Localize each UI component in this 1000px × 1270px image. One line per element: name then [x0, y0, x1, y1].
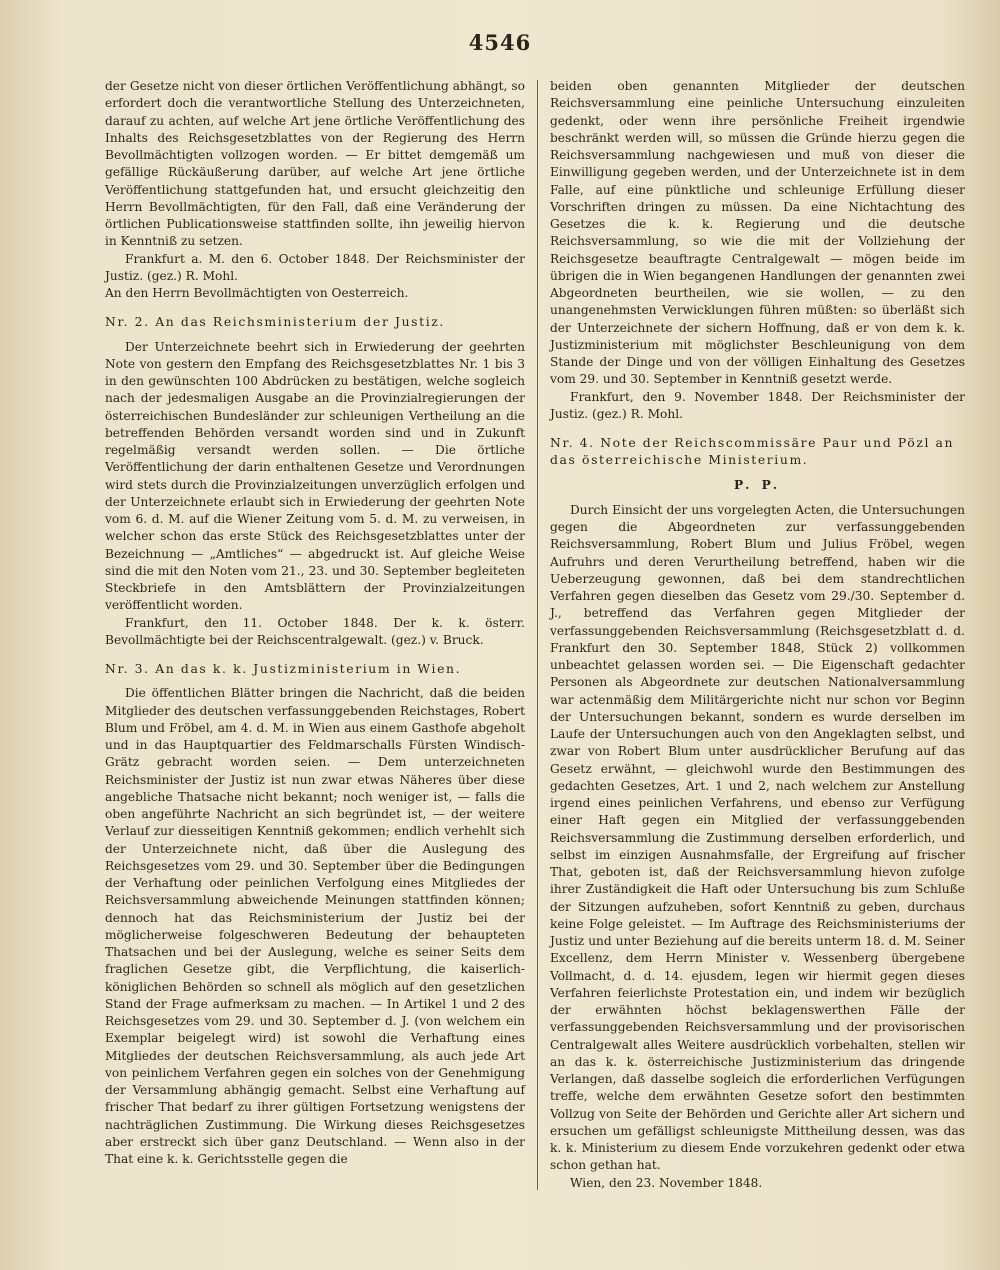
right-column — [550, 78, 965, 1192]
signature-line-nr2: Frankfurt, den 11. October 1848. Der k. k. österr. Bevollmächtigte bei der Reichscentralgewalt. (gez.) v. Bruck. — [105, 615, 525, 647]
paragraph-nr4: Durch Einsicht der uns vorgelegten Acten, die Untersuchungen gegen die Abgeordneten zur verfassunggebenden Reichsversammlung, Robert Blum und Julius Fröbel, wegen Aufruhrs und deren Verurtheilung betreffend, haben wir die Ueberzeugung gewonnen, daß bei dem standrechtlichen Verfahren gegen dieselben das Gesetz vom 29./30. September d. J., betreffend das Verfahren gegen Mitglieder der verfassunggebenden Reichsversammlung (Reichsgesetzblatt d. d. Frankfurt den 30. September 1848, Stück 2) vollkommen unbeachtet gelassen worden sei. — Die Eigenschaft gedachter Personen als Abgeordnete zur deutschen Nationalversammlung war actenmäßig dem Militärgerichte nicht nur schon vor Beginn der Untersuchungen bekannt, sondern es wurde derselben im Laufe der Untersuchungen auch von den Angeklagten selbst, und zwar von Robert Blum unter ausdrücklicher Berufung auf das Gesetz erwähnt, — gleichwohl wurde den Bestimmungen des gedachten Gesetzes, Art. 1 und 2, nach welchem zur Anstellung irgend eines peinlichen Verfahrens, und ebenso zur Verfügung einer Haft gegen ein Mitglied der verfassunggebenden Reichsversammlung die Zustimmung derselben erforderlich, und selbst im einzigen Ausnahmsfalle, der Ergreifung auf frischer That, geboten ist, daß der Reichsversammlung hievon zufolge ihrer Zuständigkeit die Haft oder Untersuchung bis zum Schluße der Sitzungen aufzuheben, sofort Kenntniß zu geben, durchaus keine Folge geleistet. — Im Auftrage des Reichsministeriums der Justiz und unter Beziehung auf die bereits unterm 18. d. M. Seiner Excellenz, dem Herrn Minister v. Wessenberg übergebene Vollmacht, d. d. 14. ejusdem, legen wir hiermit gegen dieses Verfahren feierlichste Protestation ein, und indem wir bezüglich der erwähnten höchst beklagenswerthen Fälle der verfassunggebenden Reichsversammlung und der provisorischen Centralgewalt alles Weitere ausdrücklich vorbehalten, stellen wir an das k. k. österreichische Justizministerium das dringende Verlangen, daß dasselbe sogleich die erforderlichen Verfügungen treffe, welche dem erwähnten Gesetze sofort den bestimmten Vollzug von Seite der Behörden und Gerichte aller Art sichern und ersuchen um gefälligst schleunigste Mittheilung dessen, was das k. k. Ministerium zu diesem Ende vorzukehren gedenkt oder etwa schon gethan hat. — [550, 502, 965, 1173]
paragraph-nr2: Der Unterzeichnete beehrt sich in Erwiederung der geehrten Note von gestern den Empfang des Reichsgesetzblattes Nr. 1 bis 3 in den gewünschten 100 Abdrücken zu bestätigen, welche sogleich nach der jedesmaligen Ausgabe an die Provinzialregierungen der österreichischen Bundesländer zur schleunigen Vertheilung an die betreffenden Behörden versandt worden sind und in Zukunft regelmäßig versandt werden sollen. — Die örtliche Veröffentlichung der darin enthaltenen Gesetze und Verordnungen wird stets durch die Provinzialzeitungen unverzüglich erfolgen und der Unterzeichnete erlaubt sich in Erwiederung der geehrten Note vom 6. d. M. auf die Wiener Zeitung vom 5. d. M. zu verweisen, in welcher schon das erste Stück des Reichsgesetzblattes unter der Bezeichnung — „Amtliches“ — abgedruckt ist. Auf gleiche Weise sind die mit den Noten vom 21., 23. und 30. September begleiteten Steckbriefe in den Amtsblättern der Provinzialzeitungen veröffentlicht worden. — [105, 339, 525, 613]
signature-line-nr3: Frankfurt, den 9. November 1848. Der Reichsminister der Justiz. (gez.) R. Mohl. — [550, 389, 965, 421]
paragraph-nr3-continuation: beiden oben genannten Mitglieder der deutschen Reichsversammlung eine peinliche Untersuchung einzuleiten gedenkt, oder wenn ihre persönliche Freiheit irgendwie beschränkt werden will, so müssen die Gründe hierzu gegen die Reichsversammlung nachgewiesen und muß von dieser die Einwilligung gegeben werden, und der Unterzeichnete ist in dem Falle, auf eine pünktliche und schleunige Erfüllung dieser Vorschriften dringen zu müssen. Da eine Nichtachtung des Gesetzes die k. k. Regierung und die deutsche Reichsversammlung, so wie die mit der Vollziehung der Reichsgesetze beauftragte Centralgewalt — mögen beide im übrigen die in Wien begangenen Handlungen der genannten zwei Abgeordneten beurtheilen, wie sie wollen, — zu den unangenehmsten Verwicklungen führen müßten: so überläßt sich der Unterzeichnete der sichern Hoffnung, daß er von dem k. k. Justizministerium mit möglichster Beschleunigung von dem Stande der Dinge und von der völligen Einhaltung des Gesetzes vom 29. und 30. September in Kenntniß gesetzt werde. — [550, 79, 965, 387]
salutation: P. P. — [733, 477, 782, 492]
section-heading-nr3: Nr. 3. An das k. k. Justizministerium in Wien. — [105, 661, 462, 676]
column-divider — [537, 80, 538, 1190]
signature-line: Frankfurt a. M. den 6. October 1848. Der Reichsminister der Justiz. (gez.) R. Mohl. — [105, 251, 525, 283]
paragraph-continuation: der Gesetze nicht von dieser örtlichen Veröffentlichung abhängt, so erfordert doch die verantwortliche Stellung des Unterzeichneten, darauf zu achten, auf welche Art jene örtliche Veröffentlichung des Inhalts des Reichsgesetzblattes von der Regierung des Herrn Bevollmächtigten vollzogen worden. — Er bittet demgemäß um gefällige Rückäußerung darüber, auf welche Art jene örtliche Veröffentlichung stattgefunden hat, und ersucht gleichzeitig den Herrn Bevollmächtigten, für den Fall, daß eine Veränderung der örtlichen Publicationsweise stattfinden sollte, ihn jeweilig hiervon in Kenntniß zu setzen. — [105, 79, 525, 249]
section-heading-nr2: Nr. 2. An das Reichsministerium der Justiz. — [105, 314, 445, 330]
addressee-line: An den Herrn Bevollmächtigten von Oesterreich. — [105, 286, 409, 300]
page-number: 4546 — [468, 30, 532, 55]
paragraph-nr3: Die öffentlichen Blätter bringen die Nachricht, daß die beiden Mitglieder des deutschen verfassunggebenden Reichstages, Robert Blum und Fröbel, am 4. d. M. in Wien aus einem Gasthofe abgeholt und in das Hauptquartier des Feldmarschalls Fürsten Windisch-Grätz gebracht worden seien. — Dem unterzeichneten Reichsminister der Justiz ist nun zwar etwas Näheres über diese angebliche Thatsache nicht bekannt; noch weniger ist, — falls die oben angeführte Nachricht an sich begründet ist, — der weitere Verlauf zur diesseitigen Kenntniß gekommen; endlich verhehlt sich der Unterzeichnete nicht, daß über die Auslegung des Reichsgesetzes vom 29. und 30. September über die Bedingungen der Verhaftung oder peinlichen Verfolgung eines Mitgliedes der Reichsversammlung abweichende Meinungen stattfinden können; dennoch hat das Reichsministerium der Justiz bei der möglicherweise folgeschweren Bedeutung der behaupteten Thatsachen und bei der Auslegung, welche es seiner Seits dem fraglichen Gesetze gibt, die Verpflichtung, die kaiserlich-königlichen Behörden so schnell als möglich auf den gesetzlichen Stand der Frage aufmerksam zu machen. — In Artikel 1 und 2 des Reichsgesetzes vom 29. und 30. September d. J. (von welchem ein Exemplar beigelegt wird) ist sowohl die Verhaftung eines Mitgliedes der deutschen Reichsversammlung, als auch jede Art von peinlichem Verfahren gegen ein solches von der Genehmigung der Versammlung abhängig gemacht. Selbst eine Verhaftung auf frischer That bedarf zu ihrer gültigen Fortsetzung wenigstens der nachträglichen Zustimmung. Die Wirkung dieses Reichsgesetzes aber erstreckt sich über ganz Deutschland. — Wenn also in der That eine k. k. Gerichtsstelle gegen die — [105, 686, 525, 1166]
signature-line-nr4: Wien, den 23. November 1848. — [570, 1175, 763, 1190]
left-column — [105, 78, 525, 1168]
section-heading-nr4: Nr. 4. Note der Reichscommissäre Paur und Pözl an das österreichische Ministerium. — [550, 435, 955, 468]
